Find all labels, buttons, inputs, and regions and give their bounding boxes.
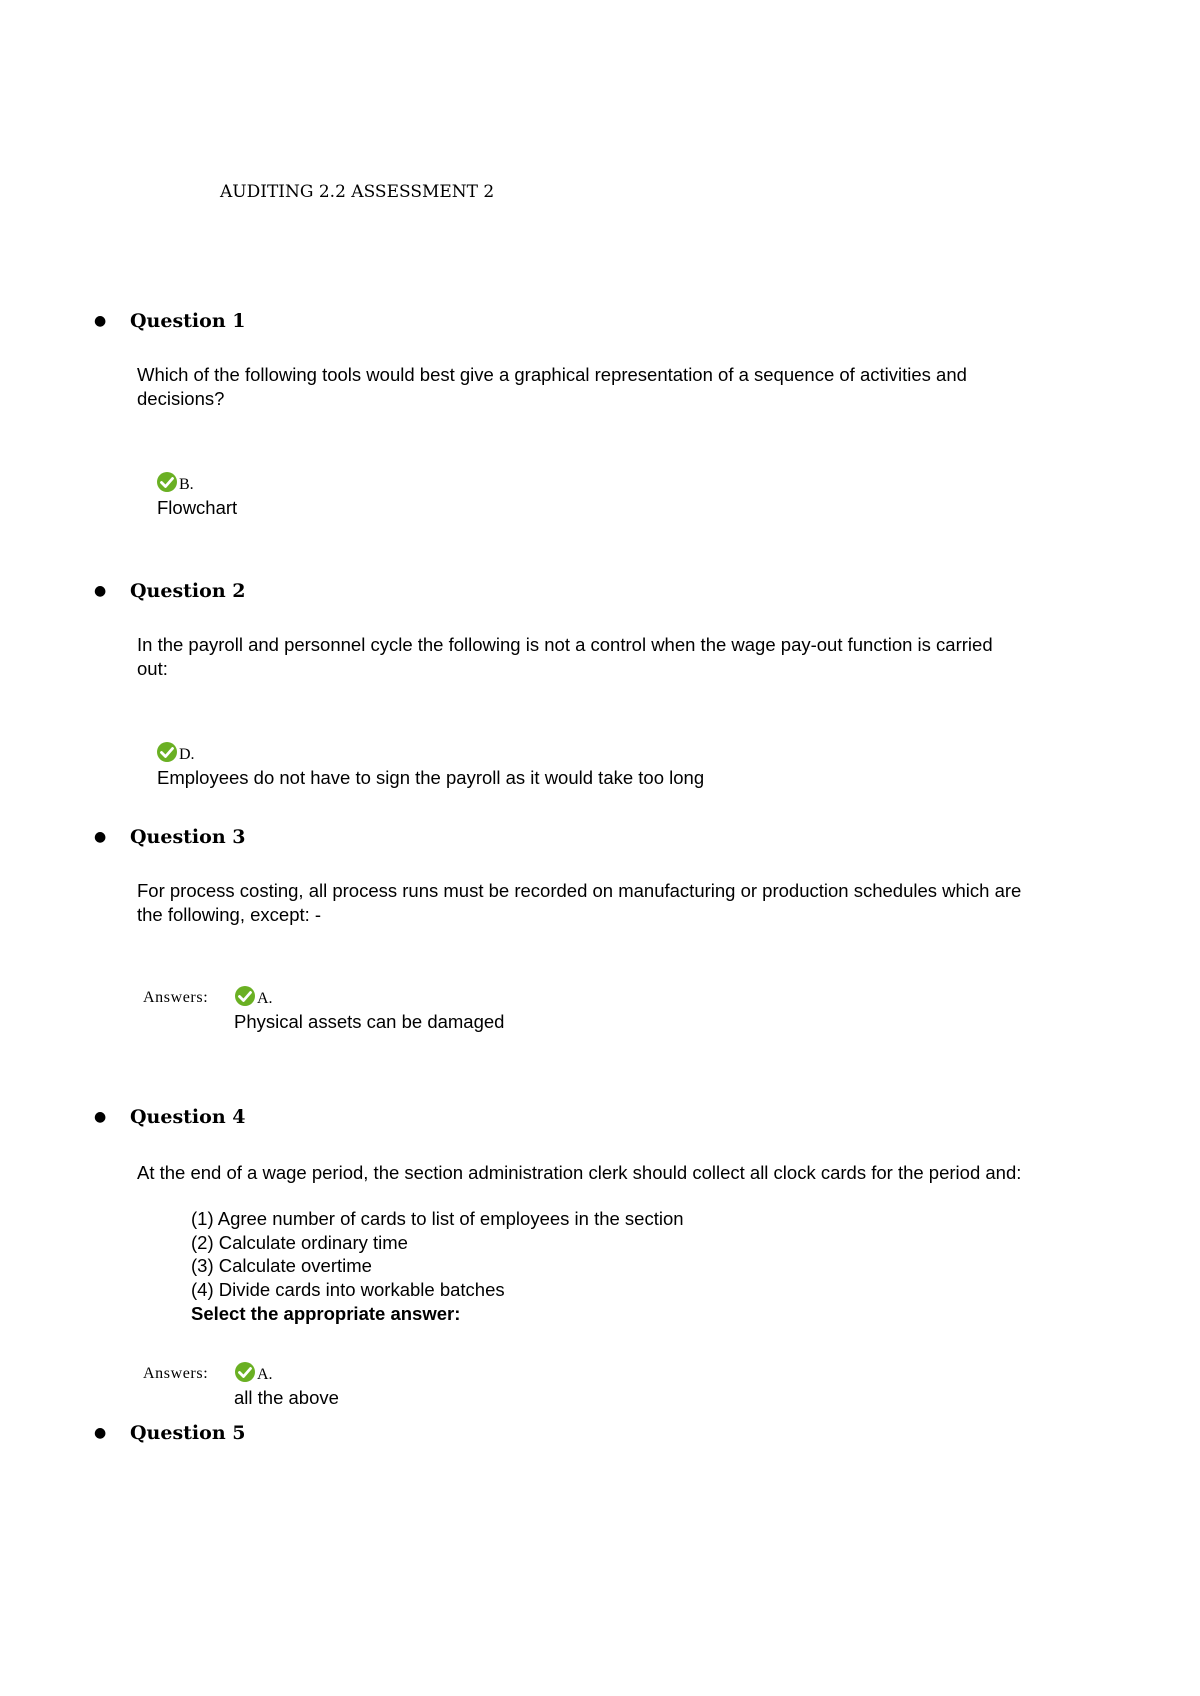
question-1-heading [94, 310, 245, 332]
question-1-answer-letter: B. [156, 471, 194, 498]
list-item: (3) Calculate overtime [191, 1255, 372, 1277]
document-title: AUDITING 2.2 ASSESSMENT 2 [220, 182, 495, 202]
question-3-answers-label: Answers: [143, 989, 209, 1006]
checkmark-circle-icon [156, 741, 178, 768]
question-3-text: For process costing, all process runs must be recorded on manufacturing or production schedules which are the following, except: - [137, 880, 1022, 925]
question-2-text: In the payroll and personnel cycle the following is not a control when the wage pay-out function is carried out: [137, 634, 993, 679]
question-4-answer-text: all the above [234, 1387, 339, 1408]
question-4-items [191, 1207, 684, 1326]
question-5-title: Question 5 [130, 1422, 246, 1444]
question-2-answer-text: Employees do not have to sign the payroll as it would take too long [157, 767, 705, 788]
question-3-title: Question 3 [130, 826, 246, 848]
question-1-answer-text: Flowchart [157, 497, 238, 518]
bullet-icon: ● [94, 1425, 107, 1441]
question-1-title: Question 1 [130, 310, 246, 332]
bullet-icon: ● [94, 1109, 107, 1125]
list-item: (2) Calculate ordinary time [191, 1231, 408, 1253]
bullet-icon: ● [94, 583, 107, 599]
question-3-answer-text: Physical assets can be damaged [234, 1011, 505, 1032]
checkmark-circle-icon [156, 471, 178, 498]
question-4-heading [94, 1106, 245, 1128]
question-2-title: Question 2 [130, 580, 246, 602]
list-item: (1) Agree number of cards to list of employees in the section [191, 1208, 684, 1229]
checkmark-circle-icon [234, 1361, 256, 1388]
question-2-answer-letter: D. [156, 741, 195, 768]
question-4-answers-label: Answers: [143, 1365, 209, 1382]
question-3-heading [94, 826, 245, 848]
question-3-answer-letter: A. [234, 985, 273, 1012]
list-item: (4) Divide cards into workable batches [191, 1279, 505, 1301]
bullet-icon: ● [94, 829, 107, 845]
question-5-heading [94, 1422, 245, 1444]
checkmark-circle-icon [234, 985, 256, 1012]
question-2-heading [94, 580, 245, 602]
question-4-text: At the end of a wage period, the section administration clerk should collect all clock cards for the period and: [137, 1162, 1022, 1183]
question-4-answer-letter: A. [234, 1361, 273, 1388]
bullet-icon: ● [94, 313, 107, 329]
question-4-title: Question 4 [130, 1106, 246, 1128]
question-1-text: Which of the following tools would best give a graphical representation of a sequence of activities and decisions? [137, 364, 967, 409]
question-4-instruction: Select the appropriate answer: [191, 1302, 461, 1324]
